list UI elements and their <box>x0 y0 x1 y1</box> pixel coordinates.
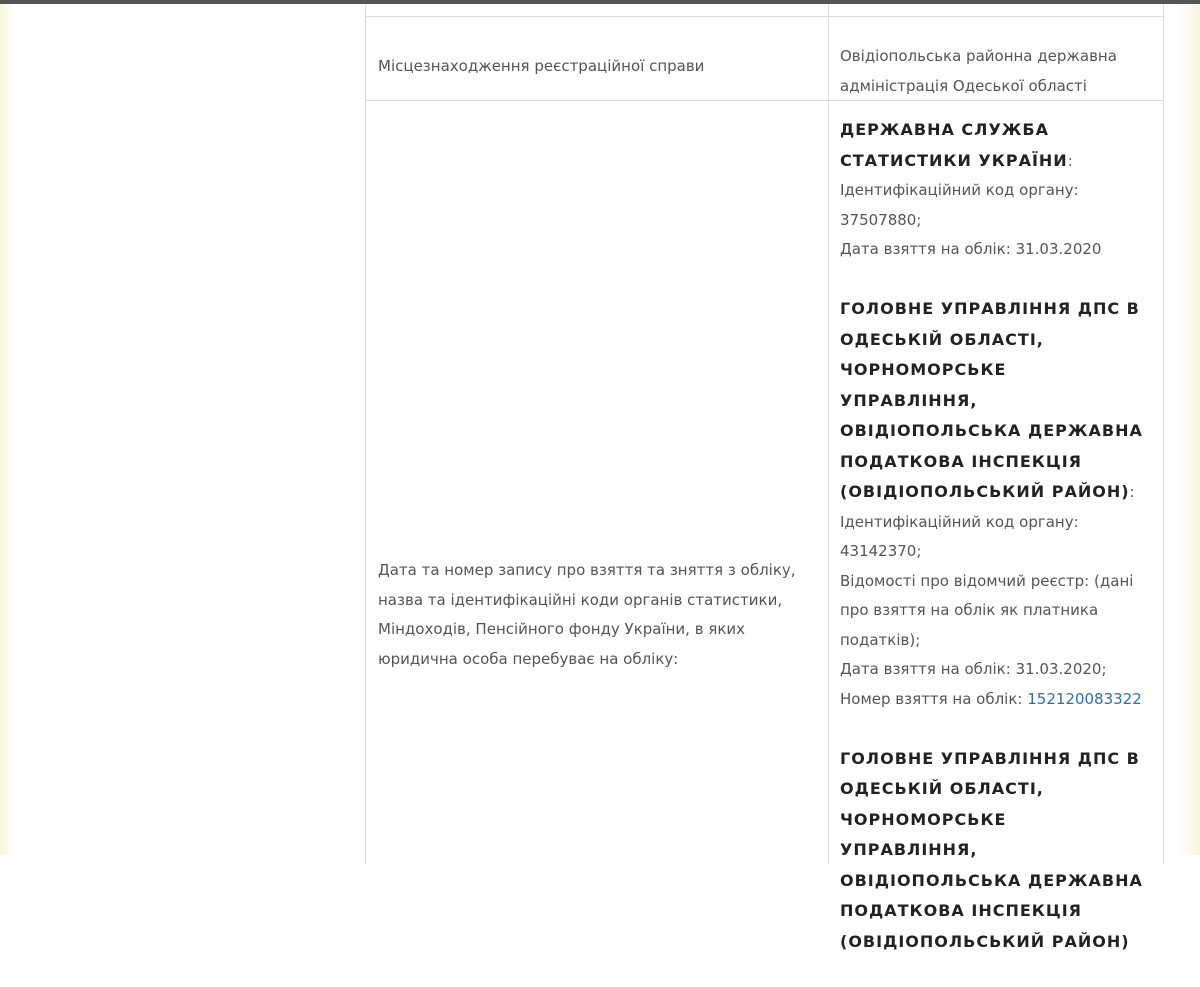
org-number <box>840 685 1150 715</box>
org-name: ДЕРЖАВНА СЛУЖБА СТАТИСТИКИ УКРАЇНИ <box>840 120 1068 170</box>
table-row-registration <box>366 101 1163 951</box>
org-registry <box>840 567 1150 656</box>
registry-label: Відомості про відомчий реєстр: <box>840 571 1090 590</box>
date-value: 31.03.2020; <box>1015 660 1107 678</box>
date-label: Дата взяття на облік: <box>840 660 1011 678</box>
row-label: Дата та номер запису про взяття та зняття з обліку, назва та ідентифікаційні коди органів статистики, Міндоходів, Пенсійного фонду України, в яких юридична особа перебуває на обліку: <box>378 561 796 668</box>
org-date <box>840 655 1150 685</box>
left-margin <box>0 4 14 855</box>
code-value: 43142370; <box>840 542 922 560</box>
date-value: 31.03.2020 <box>1015 240 1102 258</box>
org-code <box>840 508 1150 567</box>
row-value <box>840 115 1150 987</box>
org-entry <box>840 744 1150 958</box>
row-label: Місцезнаходження реєстраційної справи <box>378 57 705 75</box>
table-row <box>366 4 1163 17</box>
org-entry: ДЕРЖАВНА СЛУЖБА СТАТИСТИКИ УКРАЇНИ: Ідентифікаційний код органу: 37507880; Дата взяття на облік: 31.03.2020 <box>840 115 1150 265</box>
org-code <box>840 176 1150 235</box>
registration-number-link[interactable]: 152120083322 <box>1027 689 1142 708</box>
number-label: Номер взяття на облік: <box>840 689 1023 708</box>
row-value: Овідіопольська районна державна адміністрація Одеської області <box>840 47 1117 95</box>
org-date <box>840 235 1150 265</box>
registry-value: (дані про взяття на облік як платника податків); <box>840 571 1134 649</box>
code-label: Ідентифікаційний код органу: <box>840 512 1079 531</box>
registry-table <box>365 4 1164 951</box>
right-margin <box>1178 4 1200 855</box>
org-entry: ГОЛОВНЕ УПРАВЛІННЯ ДПС В ОДЕСЬКІЙ ОБЛАСТІ, ЧОРНОМОРСЬКЕ УПРАВЛІННЯ, ОВІДІОПОЛЬСЬКА ДЕРЖАВНА ПОДАТКОВА ІНСПЕКЦІЯ (ОВІДІОПОЛЬСЬКИЙ РАЙОН): Ідентифікаційний код органу: 43142370; Відомості про відомчий реєстр: (дані про взяття на облік як платника податків); Дата взяття на облік: 31.03.2020; Номер взяття на облік: 152120083322 <box>840 294 1150 714</box>
table-row-location <box>366 17 1163 101</box>
org-name: ГОЛОВНЕ УПРАВЛІННЯ ДПС В ОДЕСЬКІЙ ОБЛАСТІ, ЧОРНОМОРСЬКЕ УПРАВЛІННЯ, ОВІДІОПОЛЬСЬКА ДЕРЖАВНА ПОДАТКОВА ІНСПЕКЦІЯ (ОВІДІОПОЛЬСЬКИЙ РАЙОН) <box>840 748 1143 951</box>
code-value: 37507880; <box>840 210 922 229</box>
date-label: Дата взяття на облік: <box>840 240 1011 258</box>
code-label: Ідентифікаційний код органу: <box>840 181 1079 199</box>
org-name: ГОЛОВНЕ УПРАВЛІННЯ ДПС В ОДЕСЬКІЙ ОБЛАСТІ, ЧОРНОМОРСЬКЕ УПРАВЛІННЯ, ОВІДІОПОЛЬСЬКА ДЕРЖАВНА ПОДАТКОВА ІНСПЕКЦІЯ (ОВІДІОПОЛЬСЬКИЙ РАЙОН) <box>840 299 1143 501</box>
